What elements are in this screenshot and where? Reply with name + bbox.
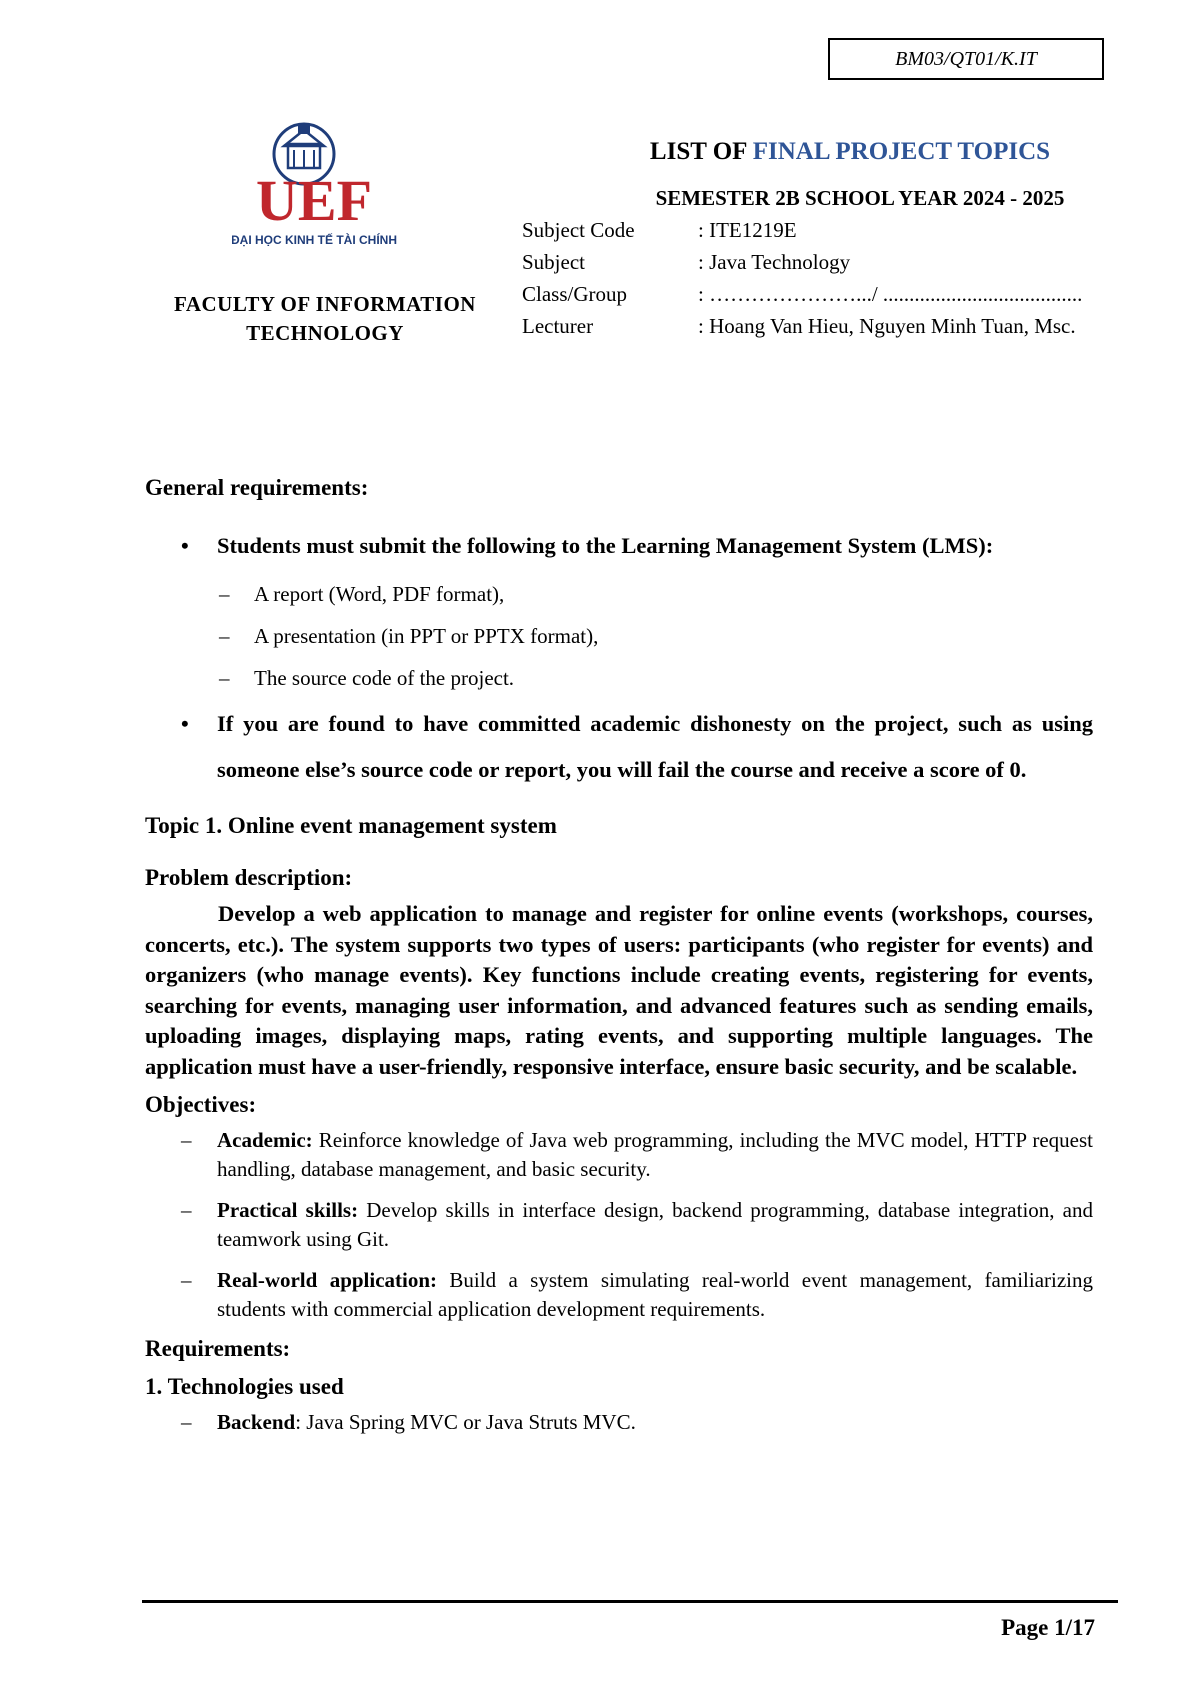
info-value: : Hoang Van Hieu, Nguyen Minh Tuan, Msc. (698, 314, 1076, 338)
info-row-class-group (522, 282, 1200, 314)
info-value: : ITE1219E (698, 218, 797, 242)
info-label: Subject Code (522, 218, 635, 242)
logo-tagline: ĐẠI HỌC KINH TẾ TÀI CHÍNH (232, 233, 397, 247)
objective-item (145, 1196, 1093, 1254)
bullet-submission: • Students must submit the following to the Learning Management System (LMS): (145, 523, 1093, 569)
faculty-name (150, 290, 500, 348)
general-heading: General requirements: (145, 475, 369, 500)
footer-divider (142, 1600, 1118, 1603)
objective-label: Academic: (217, 1128, 313, 1152)
uef-logo (232, 120, 432, 250)
tech-label: Backend (217, 1410, 296, 1434)
faculty-line-1: FACULTY OF INFORMATION (174, 292, 476, 316)
submission-item: – A presentation (in PPT or PPTX format), (145, 615, 1093, 657)
objective-item (145, 1266, 1093, 1324)
page-number: Page 1/17 (1001, 1615, 1095, 1640)
problem-description: Develop a web application to manage and register for online events (workshops, courses, concerts, etc.). The system supports two types of users: participants (who register for events) and organizers (who manage events). Key functions include creating events, registering for events, searching for events, managing user information, and advanced features such as sending emails, uploading images, displaying maps, rating events, and supporting multiple languages. The application must have a user-friendly, responsive interface, ensure basic security, and be scalable. (145, 901, 1093, 1079)
info-label: Class/Group (522, 282, 627, 306)
logo-wordmark: UEF (256, 168, 372, 233)
info-label: Lecturer (522, 314, 594, 338)
info-value: : Java Technology (698, 250, 851, 274)
faculty-line-2: TECHNOLOGY (246, 321, 404, 345)
requirements-heading: Requirements: (145, 1336, 291, 1361)
problem-heading: Problem description: (145, 865, 353, 890)
objective-text: Build a system simulating real-world event management, familiarizing students with commercial application development requirements. (217, 1268, 1093, 1321)
objective-text: Reinforce knowledge of Java web programming, including the MVC model, HTTP request handling, database management, and basic security. (217, 1128, 1093, 1181)
submission-item: – A report (Word, PDF format), (145, 573, 1093, 615)
form-code-box (828, 38, 1104, 80)
objective-text: Develop skills in interface design, backend programming, database integration, and teamwork using Git. (217, 1198, 1093, 1251)
tech-heading: 1. Technologies used (145, 1374, 344, 1399)
topic-title: Topic 1. Online event management system (145, 813, 557, 838)
objective-item (145, 1126, 1093, 1184)
document-title (520, 138, 1180, 166)
tech-item (145, 1408, 1093, 1437)
info-value: : ………………….../ ...................................... (698, 282, 1083, 306)
submission-list (145, 573, 1093, 699)
uef-logo-graphic (232, 120, 432, 250)
title-prefix: LIST OF (649, 138, 747, 165)
document-body (145, 475, 1093, 1437)
info-row-lecturer (522, 314, 1200, 346)
objective-label: Practical skills: (217, 1198, 359, 1222)
submission-item: – The source code of the project. (145, 657, 1093, 699)
title-accent: FINAL PROJECT TOPICS (752, 138, 1051, 165)
objective-label: Real-world application: (217, 1268, 438, 1292)
info-row-subject-code (522, 218, 1200, 250)
info-label: Subject (522, 250, 585, 274)
form-code: BM03/QT01/K.IT (895, 47, 1037, 70)
bullet-dishonesty: • If you are found to have committed academic dishonesty on the project, such as using someone else’s source code or report, you will fail the course and receive a score of 0. (145, 701, 1093, 793)
info-row-subject (522, 250, 1200, 282)
tech-text: : Java Spring MVC or Java Struts MVC. (295, 1410, 636, 1434)
objectives-heading: Objectives: (145, 1092, 257, 1117)
semester-line: SEMESTER 2B SCHOOL YEAR 2024 - 2025 (655, 186, 1065, 210)
